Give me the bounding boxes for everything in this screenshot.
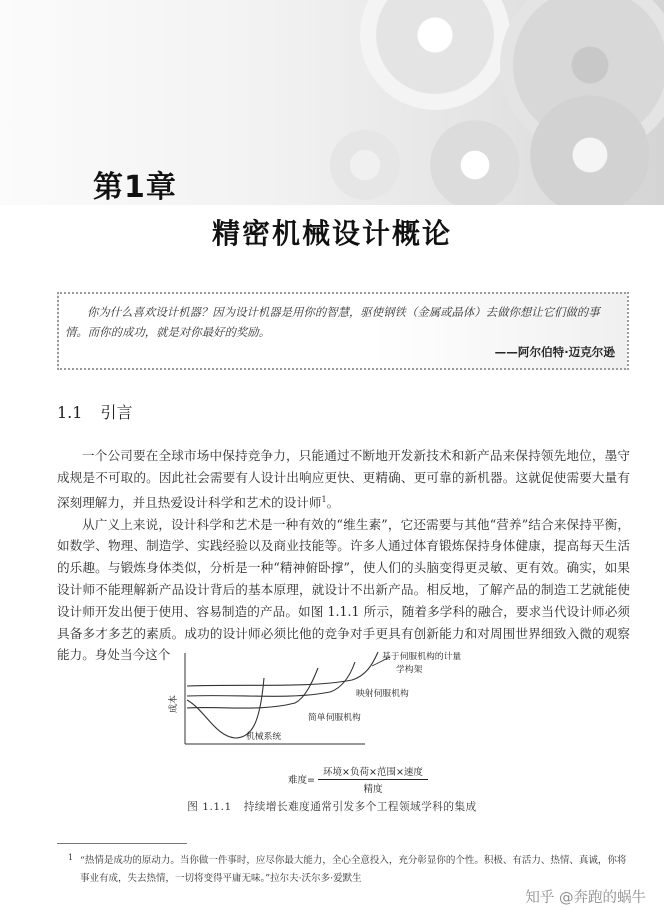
- paragraph-tail: 。: [326, 494, 340, 510]
- formula-fraction: [318, 764, 428, 795]
- chapter-title: 精密机械设计概论: [211, 217, 452, 250]
- curve-mapped-servo: [187, 662, 355, 696]
- gear-decoration: [530, 95, 650, 205]
- epigraph-author: ——阿尔伯特·迈克尔逊: [494, 345, 615, 359]
- curve-metrology-frame: [187, 652, 378, 686]
- section-title: 引言: [100, 403, 133, 422]
- formula-numerator: 环境×负荷×范围×速度: [318, 764, 428, 780]
- figure-number: 图 1.1.1: [187, 801, 232, 813]
- paragraph: [57, 514, 630, 667]
- curve-label: 机械系统: [246, 732, 282, 742]
- gear-decoration: [330, 130, 400, 200]
- paragraph: [57, 445, 630, 514]
- footnote-ref: 1: [321, 494, 327, 504]
- gear-decoration: [360, 0, 510, 110]
- curve-label: 学构架: [396, 665, 423, 675]
- footnote-mark: 1: [68, 853, 74, 862]
- watermark: 知乎 @奔跑的蜗牛: [525, 890, 646, 906]
- figure-caption-text: 持续增长难度通常引发多个工程领域学科的集成: [243, 801, 477, 813]
- formula-denominator: 精度: [363, 784, 383, 795]
- epigraph-text: 你为什么喜欢设计机器？因为设计机器是用你的智慧，驱使钢铁（金属或晶体）去做你想让它们做的事情。而你的成功，就是对你最好的奖励。: [65, 305, 600, 339]
- formula-lhs: 难度=: [288, 775, 315, 786]
- section-heading: [57, 400, 132, 423]
- paragraph-text: 从广义上来说，设计科学和艺术是一种有效的“维生素”，它还需要与其他“营养”结合来保持平衡，如数学、物理、制造学、实践经验以及商业技能等。许多人通过体育锻炼保持身体健康，提高每天生活的乐趣。与锻炼身体类似，分析是一种“精神俯卧撑”，使人们的头脑变得更灵敏、更有效。确实，如果设计师不能理解新产品设计背后的基本原理，就设计不出新产品。相反地，了解产品的制造工艺就能使设计师开发出便于使用、容易制造的产品。如图 1.1.1 所示，随着多学科的融合，要求当代设计师必须具备多才多艺的素质。成功的设计师必须比他的竞争对手更具有创新能力和对周围世界细致入微的观察能力。身处当今这个: [57, 516, 630, 663]
- footnote-text: “热情是成功的原动力。当你做一件事时，应尽你最大能力，全心全意投入，充分彰显你的个性。积极、有活力、热情、真诚，你将事业有成，失去热情，一切将变得平庸无味。”拉尔夫·沃尔多·爱默生: [80, 855, 627, 884]
- figure-caption: [0, 799, 664, 814]
- footnote: [68, 852, 632, 888]
- gear-decoration: [430, 120, 520, 205]
- footnote-divider: [57, 843, 187, 844]
- section-number: 1.1: [57, 403, 83, 422]
- curve-label: 简单伺服机构: [308, 713, 361, 723]
- curve-simple-servo: [187, 668, 318, 708]
- paragraph-text: 一个公司要在全球市场中保持竞争力，只能通过不断地开发新技术和新产品来保持领先地位，墨守成规是不可取的。因此社会需要有人设计出响应更快、更精确、更可靠的新机器。这就促使需要大量有深刻理解力，并且热爱设计科学和艺术的设计师: [57, 448, 630, 510]
- curve-label: 映射伺服机构: [356, 689, 409, 699]
- epigraph-box: [57, 292, 629, 370]
- chapter-label: 第1章: [93, 170, 177, 205]
- chapter-banner: [0, 0, 664, 205]
- curve-label: 基于伺服机构的计量: [382, 652, 462, 662]
- body-text: [57, 445, 630, 666]
- y-axis-label: 成本: [169, 694, 179, 714]
